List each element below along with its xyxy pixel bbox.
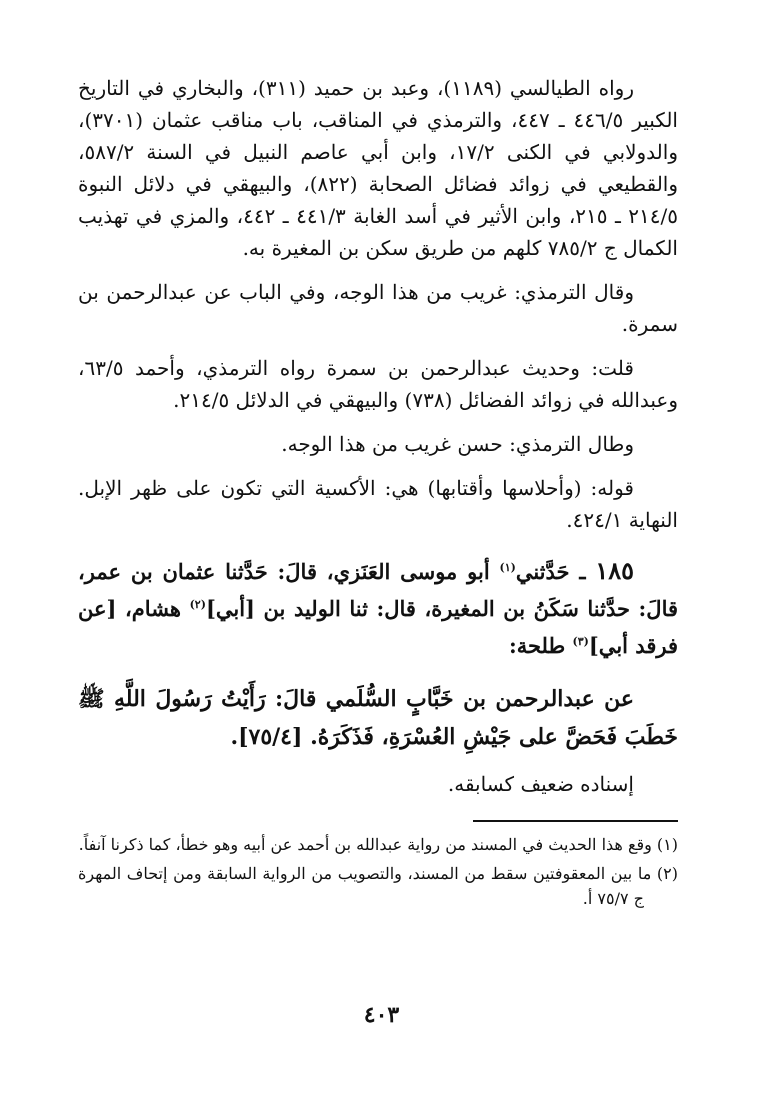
page-body [78, 72, 678, 915]
footnote-1: (١) وقع هذا الحديث في المسند من رواية عبدالله بن أحمد عن أبيه وهو خطأ، كما ذكرنا آنفاً. [78, 835, 678, 854]
gloss-paragraph [78, 472, 678, 536]
footnote-ref-3: (٣) [572, 635, 589, 648]
tirmidhi-comment-text: وقال الترمذي: غريب من هذا الوجه، وفي الباب عن عبدالرحمن بن سمرة. [78, 280, 678, 336]
isnad-part-3: هشام، [عن فرقد أبي] [78, 596, 678, 658]
footnote-ref-2: (٢) [189, 598, 206, 611]
author-note [78, 352, 678, 416]
matn-text: عن عبدالرحمن بن خَبَّابٍ السُّلَمي قالَ: رَأَيْتُ رَسُولَ اللَّهِ ﷺ خَطَبَ فَحَضَّ على جَيْشِ العُسْرَةِ، فَذَكَرَهُ. [٧٥/٤]. [78, 686, 678, 750]
footnote-ref-1: (١) [499, 561, 516, 574]
hadith-dash: ـ [569, 559, 596, 584]
author-note-text: قلت: وحديث عبدالرحمن بن سمرة رواه الترمذي، وأحمد ٦٣/٥، وعبدالله في زوائد الفضائل (٧٣٨) والبيهقي في الدلائل ٢١٤/٥. [78, 356, 678, 412]
isnad-part-1: حَدَّثني [515, 559, 570, 584]
page-number: ٤٠٣ [363, 1002, 400, 1028]
hadith-number: ١٨٥ [595, 556, 634, 585]
footnotes [78, 832, 678, 911]
grading-line [78, 768, 678, 800]
isnad-part-2: أبو موسى العَنَزي، قالَ: حَدَّثنا عثمان بن عمر، قالَ: حدَّثنا سَكَنُ بن المغيرة، قال: ثنا الوليد بن [أبي] [78, 559, 679, 621]
footnote-2: (٢) ما بين المعقوفتين سقط من المسند، والتصويب من الرواية السابقة ومن إتحاف المهرة ج ٧٥/٧ أ. [78, 864, 678, 908]
hadith-isnad [78, 552, 678, 664]
footnote-separator [473, 820, 678, 822]
tirmidhi-grading-text: وطال الترمذي: حسن غريب من هذا الوجه. [281, 432, 634, 456]
gloss-text: قوله: (وأحلاسها وأقتابها) هي: الأكسية التي تكون على ظهر الإبل. النهاية ٤٢٤/١. [78, 476, 678, 532]
hadith-matn [78, 680, 678, 756]
grading-text: إسناده ضعيف كسابقه. [447, 772, 634, 796]
tirmidhi-comment [78, 276, 678, 340]
tirmidhi-grading [78, 428, 678, 460]
isnad-part-4: طلحة: [508, 633, 573, 658]
takhrij-paragraph [78, 72, 678, 264]
takhrij-text: رواه الطيالسي (١١٨٩)، وعبد بن حميد (٣١١)، والبخاري في التاريخ الكبير ٤٤٦/٥ ـ ٤٤٧، والترمذي في المناقب، باب مناقب عثمان (٣٧٠١)، والدولابي في الكنى ١٧/٢، وابن أبي عاصم النبيل في السنة ٥٨٧/٢، والقطيعي في زوائد فضائل الصحابة (٨٢٢)، والبيهقي في دلائل النبوة ٢١٤/٥ ـ ٢١٥، وابن الأثير في أسد الغابة ٤٤١/٣ ـ ٤٤٢، والمزي في تهذيب الكمال ج ٧٨٥/٢ كلهم من طريق سكن بن المغيرة به. [78, 76, 679, 260]
